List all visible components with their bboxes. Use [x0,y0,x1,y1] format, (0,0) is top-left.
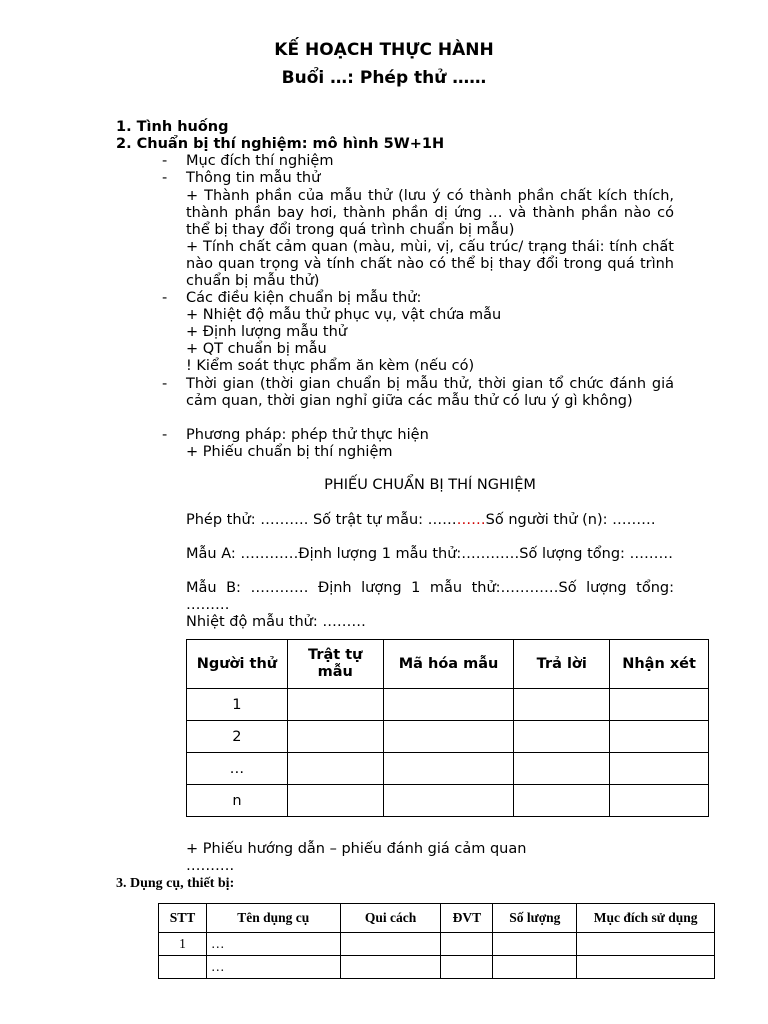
col-header: Trật tự mẫu [287,640,383,689]
item-thoi-gian: Thời gian (thời gian chuẩn bị mẫu thử, thời gian tổ chức đánh giá cảm quan, thời gian nghỉ giữa các mẫu thử có lưu ý gì không) [186,376,674,410]
col-header: Mục đích sử dụng [577,904,715,933]
page-subtitle: Buổi …: Phép thử …… [281,68,487,88]
after-table-note: + Phiếu hướng dẫn – phiếu đánh giá cảm quan ………. [186,841,527,875]
item-phieu-cb: + Phiếu chuẩn bị thí nghiệm [186,444,393,460]
col-header: Qui cách [340,904,441,933]
empty-cell[interactable] [441,933,493,956]
col-header: ĐVT [441,904,493,933]
item-nhiet-do: + Nhiệt độ mẫu thử phục vụ, vật chứa mẫu [186,307,502,323]
table-header-row [159,904,715,933]
form-line-2: Mẫu A: …………Định lượng 1 mẫu thử:…………Số lượng tổng: ……… [186,546,674,562]
tool-name-cell: … [206,933,340,956]
col-header: Nhận xét [610,640,709,689]
item-phuong-phap: Phương pháp: phép thử thực hiện [186,427,429,443]
tester-cell: 1 [187,689,288,721]
empty-cell[interactable] [287,753,383,785]
bullet-dash: - [162,376,168,392]
empty-cell[interactable] [383,721,514,753]
table-row [159,933,715,956]
form-line-1: Phép thử: ………. Số trật tự mẫu: …………Số người thử (n): ……… [186,512,656,528]
empty-cell[interactable] [577,956,715,979]
empty-cell[interactable] [610,721,709,753]
tester-cell: 2 [187,721,288,753]
item-muc-dich: Mục đích thí nghiệm [186,153,334,169]
stt-cell [159,956,207,979]
bullet-dash: - [162,427,168,443]
table-row [159,956,715,979]
table-row [187,785,709,817]
empty-cell[interactable] [287,689,383,721]
col-header: Tên dụng cụ [206,904,340,933]
empty-cell[interactable] [514,785,610,817]
empty-cell[interactable] [493,933,577,956]
equipment-table [158,903,715,979]
col-header: Người thử [187,640,288,689]
tool-name-cell: … [206,956,340,979]
empty-cell[interactable] [577,933,715,956]
empty-cell[interactable] [493,956,577,979]
bullet-dash: - [162,153,168,169]
col-header: Trả lời [514,640,610,689]
form-title: PHIẾU CHUẨN BỊ THÍ NGHIỆM [324,477,536,493]
section-2-heading: 2. Chuẩn bị thí nghiệm: mô hình 5W+1H [116,136,445,152]
item-qt: + QT chuẩn bị mẫu [186,341,327,357]
table-row [187,753,709,785]
bullet-dash: - [162,170,168,186]
col-header: Số lượng [493,904,577,933]
col-header: Mã hóa mẫu [383,640,514,689]
empty-cell[interactable] [383,753,514,785]
table-row [187,689,709,721]
form-line-1-red: …… [456,512,486,528]
item-thanh-phan: + Thành phần của mẫu thử (lưu ý có thành phần chất kích thích, thành phần bay hơi, thành phần dị ứng … và thành phần nào có thể bị thay đổi trong quá trình chuẩn bị mẫu) [186,188,674,239]
empty-cell[interactable] [383,785,514,817]
table-row [187,721,709,753]
empty-cell[interactable] [514,689,610,721]
empty-cell[interactable] [441,956,493,979]
item-dinh-luong: + Định lượng mẫu thử [186,324,347,340]
bullet-dash: - [162,290,168,306]
item-tinh-chat: + Tính chất cảm quan (màu, mùi, vị, cấu trúc/ trạng thái: tính chất nào quan trọng và tính chất nào có thể bị thay đổi trong quá trình chuẩn bị mẫu thử) [186,239,674,290]
table-header-row [187,640,709,689]
empty-cell[interactable] [514,753,610,785]
empty-cell[interactable] [383,689,514,721]
empty-cell[interactable] [287,785,383,817]
empty-cell[interactable] [610,753,709,785]
test-prep-table [186,639,709,817]
section-1-heading: 1. Tình huống [116,119,229,135]
tester-cell: … [187,753,288,785]
form-line-4: Nhiệt độ mẫu thử: ……… [186,614,366,630]
empty-cell[interactable] [340,933,441,956]
empty-cell[interactable] [340,956,441,979]
item-thong-tin: Thông tin mẫu thử [186,170,321,186]
empty-cell[interactable] [514,721,610,753]
section-3-heading: 3. Dụng cụ, thiết bị: [116,876,235,891]
empty-cell[interactable] [610,785,709,817]
empty-cell[interactable] [287,721,383,753]
item-dieu-kien: Các điều kiện chuẩn bị mẫu thử: [186,290,422,306]
empty-cell[interactable] [610,689,709,721]
stt-cell: 1 [159,933,207,956]
page-title: KẾ HOẠCH THỰC HÀNH [274,40,494,60]
item-kiem-soat: ! Kiểm soát thực phẩm ăn kèm (nếu có) [186,358,475,374]
form-line-3: Mẫu B: ………… Định lượng 1 mẫu thử:…………Số lượng tổng: ……… [186,580,674,614]
col-header: STT [159,904,207,933]
tester-cell: n [187,785,288,817]
